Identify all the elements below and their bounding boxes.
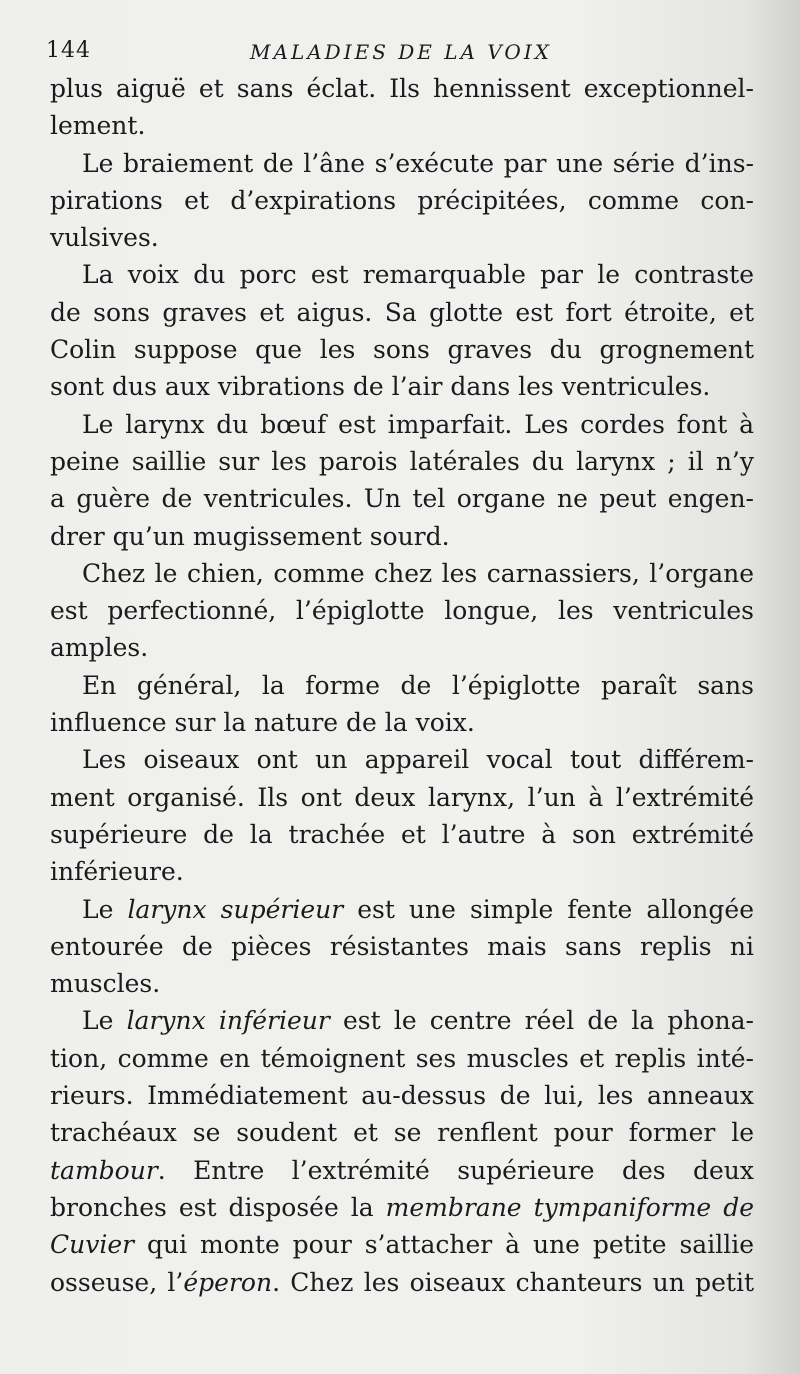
- text-run: est perfectionné, l’épiglotte longue, les ventricules: [50, 596, 754, 626]
- text-line: [50, 443, 754, 480]
- text-line: [50, 1189, 754, 1226]
- body-text: [50, 70, 754, 1301]
- text-line: [50, 107, 754, 144]
- text-run: sont dus aux vibrations de l’air dans les ventricules.: [50, 372, 711, 402]
- page-number: 144: [46, 38, 91, 63]
- text-line: [50, 928, 754, 965]
- italic-text: éperon: [183, 1267, 273, 1297]
- text-run: bronches est disposée la: [50, 1192, 386, 1222]
- text-line: [50, 331, 754, 368]
- text-run: Les oiseaux ont un appareil vocal tout différem-: [82, 745, 754, 775]
- text-line: [50, 1002, 754, 1039]
- text-line: [50, 145, 754, 182]
- text-line: [50, 406, 754, 443]
- text-line: [50, 592, 754, 629]
- text-run: vulsives.: [50, 223, 159, 253]
- text-line: [50, 1152, 754, 1189]
- text-run: plus aiguë et sans éclat. Ils hennissent exceptionnel-: [50, 74, 754, 103]
- text-line: [50, 182, 754, 219]
- text-line: [50, 1114, 754, 1151]
- text-run: amples.: [50, 633, 149, 663]
- text-run: Le braiement de l’âne s’exécute par une série d’ins-: [82, 148, 754, 178]
- text-line: [50, 1226, 754, 1263]
- text-run: osseuse, l’: [50, 1267, 184, 1297]
- text-line: [50, 256, 754, 293]
- text-run: est le centre réel de la phona-: [329, 1006, 754, 1036]
- text-run: . Chez les oiseaux chanteurs un petit: [272, 1267, 754, 1297]
- text-run: pirations et d’expirations précipitées, comme con-: [50, 185, 754, 215]
- text-run: lement.: [50, 111, 146, 141]
- text-line: [50, 741, 754, 778]
- text-run: de sons graves et aigus. Sa glotte est fort étroite, et: [50, 297, 754, 327]
- italic-text: Cuvier: [50, 1230, 135, 1260]
- text-run: Chez le chien, comme chez les carnassiers, l’organe: [82, 558, 754, 588]
- text-line: [50, 294, 754, 331]
- text-line: [50, 70, 754, 107]
- text-run: Colin suppose que les sons graves du grognement: [50, 335, 754, 365]
- text-line: [50, 816, 754, 853]
- text-run: La voix du porc est remarquable par le contraste: [82, 260, 754, 290]
- italic-text: larynx supérieur: [127, 894, 344, 924]
- text-run: ment organisé. Ils ont deux larynx, l’un à l’extrémité: [50, 782, 754, 812]
- text-line: [50, 629, 754, 666]
- text-run: Le: [82, 1006, 127, 1036]
- text-run: En général, la forme de l’épiglotte paraît sans: [82, 670, 754, 700]
- text-run: a guère de ventricules. Un tel organe ne peut engen-: [50, 484, 754, 514]
- text-run: qui monte pour s’attacher à une petite saillie: [134, 1230, 754, 1260]
- text-line: [50, 1040, 754, 1077]
- text-run: . Entre l’extrémité supérieure des deux: [157, 1155, 754, 1185]
- text-run: entourée de pièces résistantes mais sans replis ni: [50, 931, 754, 961]
- text-line: [50, 704, 754, 741]
- italic-text: larynx inférieur: [126, 1006, 330, 1036]
- text-run: supérieure de la trachée et l’autre à son extrémité: [50, 819, 754, 849]
- text-run: drer qu’un mugissement sourd.: [50, 521, 450, 551]
- text-run: peine saillie sur les parois latérales du larynx ; il n’y: [50, 446, 754, 476]
- text-line: [50, 518, 754, 555]
- page-header: [46, 38, 756, 70]
- text-line: [50, 779, 754, 816]
- text-run: est une simple fente allongée: [343, 894, 755, 924]
- text-line: [50, 853, 754, 890]
- text-run: rieurs. Immédiatement au-dessus de lui, les anneaux: [50, 1081, 754, 1111]
- text-line: [50, 368, 754, 405]
- text-line: [50, 965, 754, 1002]
- text-run: trachéaux se soudent et se renflent pour former le: [50, 1118, 754, 1148]
- running-title: MALADIES DE LA VOIX: [250, 40, 552, 64]
- text-run: Le: [82, 894, 128, 924]
- text-line: [50, 480, 754, 517]
- text-run: muscles.: [50, 969, 161, 999]
- text-run: Le larynx du bœuf est imparfait. Les cordes font à: [82, 409, 754, 439]
- text-run: inférieure.: [50, 857, 184, 887]
- text-run: tion, comme en témoignent ses muscles et replis inté-: [50, 1043, 754, 1073]
- text-line: [50, 667, 754, 704]
- text-line: [50, 1077, 754, 1114]
- text-line: [50, 891, 754, 928]
- italic-text: tambour: [50, 1155, 158, 1185]
- text-line: [50, 555, 754, 592]
- italic-text: membrane tympaniforme de: [385, 1192, 754, 1222]
- text-run: influence sur la nature de la voix.: [50, 708, 475, 738]
- text-line: [50, 1264, 754, 1301]
- text-line: [50, 219, 754, 256]
